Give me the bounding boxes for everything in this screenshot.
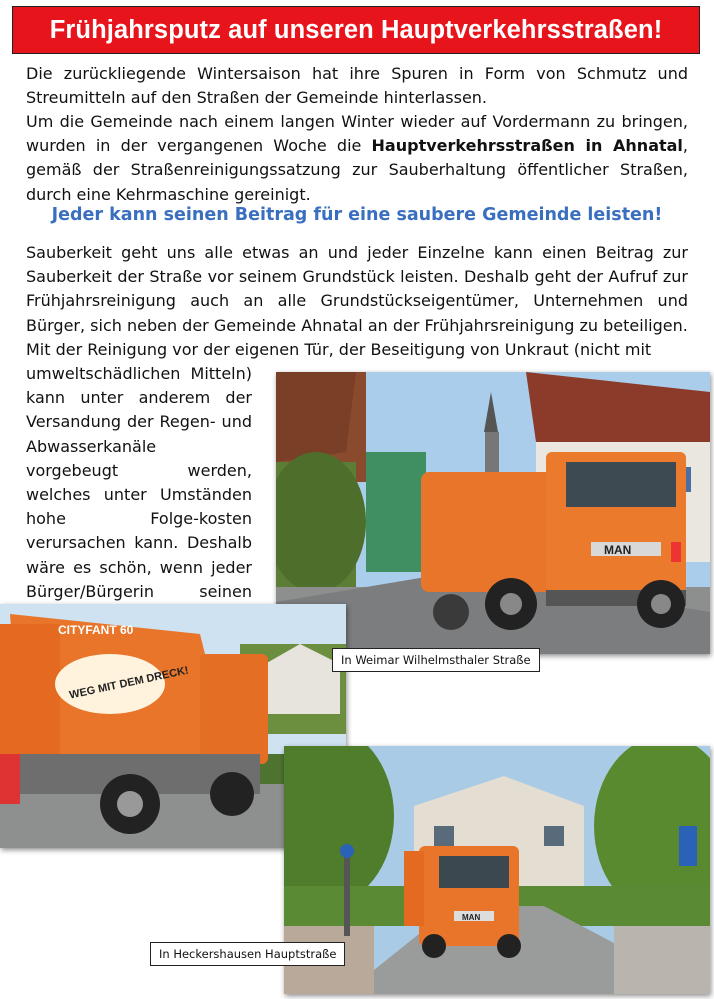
- slogan-heading: Jeder kann seinen Beitrag für eine saubere Gemeinde leisten!: [51, 205, 663, 225]
- page-title-banner: [12, 6, 700, 54]
- paragraph-cleaning: [26, 110, 688, 207]
- paragraph-intro: Die zurückliegende Wintersaison hat ihre Spuren in Form von Schmutz und Streumitteln auf den Straßen der Gemeinde hinterlassen.: [26, 64, 688, 108]
- caption-heckershausen: In Heckershausen Hauptstraße: [150, 942, 345, 966]
- caption-weimar: In Weimar Wilhelmsthaler Straße: [332, 648, 540, 672]
- paragraph-appeal: Sauberkeit geht uns alle etwas an und jeder Einzelne kann einen Beitrag zur Sauberkeit der Straße vor seinem Grundstück leisten. Deshalb geht der Aufruf zur Frühjahrsreinigung auch an alle Grundstückseigentümer, Unternehmen und Bürger, sich neben der Gemeinde Ahnatal an der Frühjahrsreinigung zu beteiligen.: [26, 243, 688, 335]
- paragraph-cleaning-tips-line1: Mit der Reinigung vor der eigenen Tür, der Beseitigung von Unkraut (nicht mit: [26, 340, 652, 359]
- page-title: Frühjahrsputz auf unseren Hauptverkehrsstraßen!: [49, 15, 663, 44]
- truck-model-label: CITYFANT 60: [58, 623, 134, 637]
- truck-brand-text-3: MAN: [462, 913, 481, 922]
- paragraph-cleaning-text-a: Um die Gemeinde nach einem langen Winter wieder auf Vordermann zu bringen, wurden in der vergangenen Woche die: [26, 112, 688, 156]
- truck-slogan-label: WEG MIT DEM DRECK!: [68, 664, 190, 702]
- truck-brand-text-1: MAN: [604, 543, 632, 557]
- paragraph-cleaning-bold: Hauptverkehrsstraßen in Ahnatal: [371, 136, 683, 156]
- photo-street-sweeper-heckershausen: [284, 746, 710, 994]
- paragraph-cleaning-text-b: , gemäß der Straßenreinigungssatzung zur Sauberhaltung öffentlicher Straßen, durch eine Kehrmaschine gereinigt.: [26, 136, 689, 204]
- paragraph-cleaning-tips: umweltschädlichen Mitteln) kann unter anderem der Versandung der Regen- und Abwasserkanäle vorgebeugt werden, welches unter Umständen hohe Folge-kosten verursachen kann. Deshalb wäre es schön, wenn jeder Bürger/Bürgerin seinen: [26, 364, 252, 601]
